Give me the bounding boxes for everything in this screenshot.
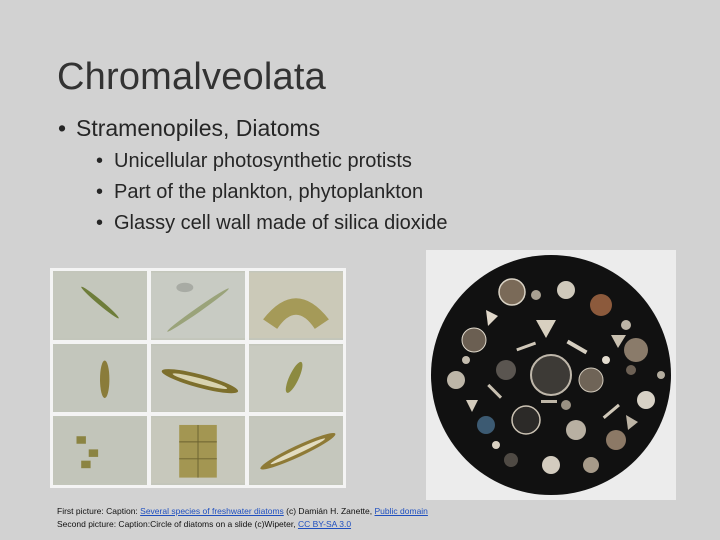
sub-bullet-text: Glassy cell wall made of silica dioxide xyxy=(114,212,448,234)
diatom-panel xyxy=(53,416,147,485)
image-captions xyxy=(57,505,428,531)
caption-second xyxy=(57,518,428,531)
bullet-main xyxy=(58,115,320,142)
sub-bullet-text: Part of the plankton, phytoplankton xyxy=(114,181,424,203)
diatom-panel xyxy=(53,344,147,413)
diatom-panel xyxy=(151,416,245,485)
sub-bullet xyxy=(96,181,423,204)
freshwater-diatoms-image xyxy=(50,268,346,488)
caption-link-license[interactable]: CC BY-SA 3.0 xyxy=(297,519,352,529)
diatom-panel xyxy=(151,271,245,340)
bullet-dot: • xyxy=(96,181,104,203)
diatom-panel xyxy=(151,344,245,413)
sub-bullet xyxy=(96,150,412,173)
bullet-dot: • xyxy=(96,150,104,172)
caption-link-public-domain[interactable]: Public domain xyxy=(374,506,428,516)
bullet-dot: • xyxy=(96,212,104,234)
circle-of-diatoms-image xyxy=(426,250,676,500)
diatom-panel xyxy=(249,344,343,413)
caption-first-middle: (c) Damián H. Zanette, xyxy=(286,506,373,516)
bullet-main-text: Stramenopiles, Diatoms xyxy=(76,115,321,141)
caption-first xyxy=(57,505,428,518)
sub-bullet-text: Unicellular photosynthetic protists xyxy=(114,150,412,172)
diatom-panel xyxy=(249,271,343,340)
slide-title: Chromalveolata xyxy=(57,56,326,98)
bullet-dot: • xyxy=(58,115,67,141)
diatom-panel xyxy=(53,271,147,340)
caption-link-freshwater-diatoms[interactable]: Several species of freshwater diatoms xyxy=(140,506,284,516)
caption-second-prefix: Second picture: Caption:Circle of diatoms on a slide (c)Wipeter, xyxy=(57,519,296,529)
sub-bullet xyxy=(96,212,447,235)
diatom-panel xyxy=(249,416,343,485)
caption-first-prefix: First picture: Caption: xyxy=(57,506,138,516)
